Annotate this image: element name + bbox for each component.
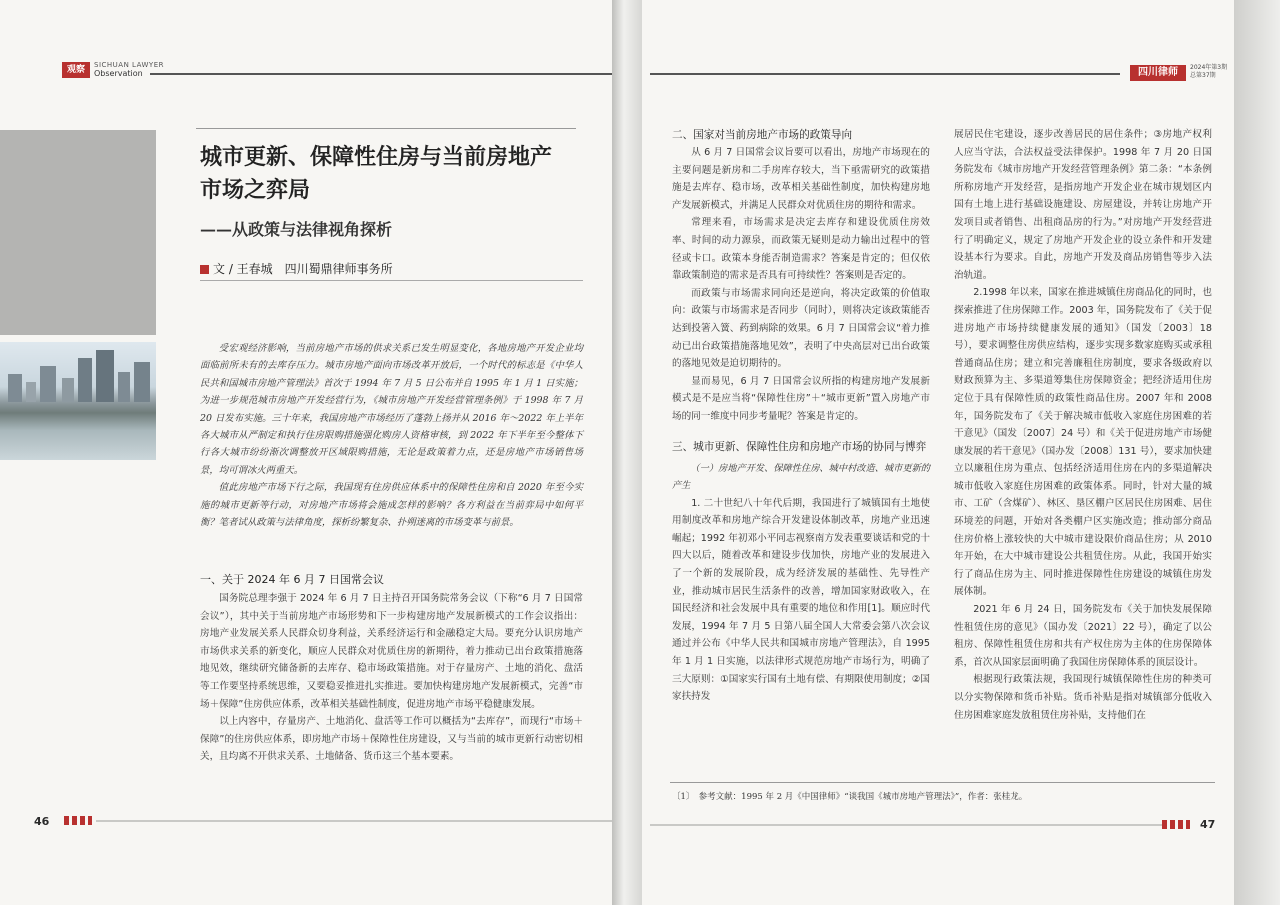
body-paragraph: 从 6 月 7 日国常会议旨要可以看出，房地产市场现在的主要问题是新房和二手房库存较大，当下亟需研究的政策措施是去库存、稳市场，改革相关基础性制度，加快构建房地产发展新模式，并满足人民群众对优质住房的期待和需求。 [672, 147, 930, 211]
body-paragraph: 2021 年 6 月 24 日，国务院发布《关于加快发展保障性租赁住房的意见》（国办发〔2021〕22 号），确定了以公租房、保障性租赁住房和共有产权住房为主体的住房保障体系，首次从国家层面明确了我国住房保障体系的顶层设计。 [954, 604, 1212, 668]
byline-rule [200, 280, 583, 281]
right-column-2 [954, 126, 1212, 724]
page-edge [1234, 0, 1280, 905]
section-en-top: SICHUAN LAWYER [94, 61, 164, 69]
byline-text: 文 / 王春城 四川蜀鼎律师事务所 [213, 262, 393, 276]
section-heading-2: 二、国家对当前房地产市场的政策导向 [672, 129, 853, 141]
article-title [200, 141, 580, 207]
magazine-issue: 2024年第3期 总第37期 [1190, 64, 1228, 79]
section-tag: 观察 [62, 62, 90, 78]
footer-stripe-right [1162, 820, 1190, 829]
byline-square-icon [200, 265, 209, 274]
header-rule [650, 73, 1120, 75]
page-number-right: 47 [1200, 818, 1216, 831]
section-heading-3: 三、城市更新、保障性住房和房地产市场的协同与博弈 [672, 440, 927, 453]
right-column-1 [672, 126, 930, 706]
article-subtitle: ——从政策与法律视角探析 [200, 220, 393, 239]
abstract-paragraph: 值此房地产市场下行之际，我国现有住房供应体系中的保障性住房和自 2020 年至今实施的城市更新等行动，对房地产市场将会施成怎样的影响？各方利益在当前弈局中如何平衡？笔者试从政策与法律角度，探析纷繁复杂、扑朔迷离的市场变革与前景。 [200, 482, 583, 529]
byline [200, 260, 393, 277]
book-gutter [612, 0, 642, 905]
footnote-rule [670, 782, 1215, 783]
body-paragraph: 常理来看，市场需求是决定去库存和建设优质住房效率、时间的动力源泉，而政策无疑则是动力输出过程中的管径或卡口。政策本身能否制造需求？答案是肯定的；但仅依靠政策制造的需求是否具有可持续性？答案则是否定的。 [672, 217, 930, 282]
body-paragraph: 1. 二十世纪八十年代后期，我国进行了城镇国有土地使用制度改革和房地产综合开发建设体制改革，房地产业迅速崛起；1992 年初邓小平同志视察南方发表重要谈话和党的十四大以后，随着改革和建设步伐加快，房地产业的发展进入了一个新的发展阶段，成为经济发展的基础性、先导性产业，推动城市居民生活条件的改善，增加国家财政收入，在国民经济和社会发展中具有重要的地位和作用[1]。顺应时代发展，1994 年 7 月 5 日第八届全国人大常委会第八次会议通过并公布《中华人民共和国城市房地产管理法》，自 1995 年 1 月 1 日实施，以法律形式规范房地产市场行为，明确了三大原则：①国家实行国有土地有偿、有期限使用制度；②国家扶持发 [672, 497, 930, 703]
footer-stripe-left [64, 816, 92, 825]
body-paragraph: 2.1998 年以来，国家在推进城镇住房商品化的同时，也探索推进了住房保障工作。2003 年，国务院发布了《关于促进房地产市场持续健康发展的通知》（国发〔2003〕18 号），要求调整住房供应结构，逐步实现多数家庭购买或承租普通商品住房；建立和完善廉租住房制度，要求各级政府以财政预算为主、多渠道筹集住房保障资金；把经济适用住房定位于具有保障性质的政策性商品住房。2007 年和 2008 年，国务院发布了《关于解决城市低收入家庭住房困难的若干意见》（国发〔2007〕24 号）和《关于促进房地产市场健康发展的若干意见》（国办发〔2008〕131 号），要求加快建立以廉租住房为重点、包括经济适用住房在内的多渠道解决城市低收入家庭住房困难的政策体系。同时，针对大量的城市、工矿（含煤矿）、林区、垦区棚户区居民住房困难、居住环境差的问题，开始对各类棚户区实施改造；推动部分商品住房价格上涨较快的大中城市建设限价商品住房；从 2010 年开始，在大中城市建设公共租赁住房。从此，我国开始实行了商品住房为主、同时推进保障性住房建设的城镇住房发展体制。 [954, 287, 1212, 598]
body-paragraph: 而政策与市场需求同向还是逆向，将决定政策的价值取向：政策与市场需求是否同步（同时），则将决定该政策能否达到投箸入簧、药到病除的效果。6 月 7 日国常会议“着力推动已出台政策措施落地见效”，表明了中央高层对已出台政策的落地见效是迫切期待的。 [672, 287, 930, 370]
section-heading-1: 一、关于 2024 年 6 月 7 日国常会议 [200, 573, 384, 586]
subsection-heading: （一）房地产开发、保障性住房、城中村改造、城市更新的产生 [672, 462, 930, 492]
title-rule [196, 128, 576, 129]
footer-rule-left [96, 820, 612, 822]
body-paragraph: 显而易见，6 月 7 日国常会议所指的构建房地产发展新模式是不是应当将“保障性住房”＋“城市更新”置入房地产市场的同一维度中同步考量呢？答案是肯定的。 [672, 375, 930, 422]
city-skyline-photo [0, 342, 156, 460]
title-line-2: 市场之弈局 [200, 177, 311, 203]
body-paragraph: 根据现行政策法规，我国现行城镇保障性住房的种类可以分实物保障和货币补贴。货币补贴是指对城镇部分低收入住房困难家庭发放租赁住房补贴，支持他们在 [954, 674, 1212, 721]
section-en: Observation [94, 69, 143, 78]
body-paragraph: 国务院总理李强于 2024 年 6 月 7 日主持召开国务院常务会议（下称“6 月 7 日国常会议”），其中关于当前房地产市场形势和下一步构建房地产发展新模式的工作会议指出：房地产业发展关系人民群众切身利益，关系经济运行和金融稳定大局。要充分认识房地产市场供求关系的新变化，顺应人民群众对优质住房的新期待，着力推动已出台政策措施落地见效，继续研究储备新的去库存、稳市场政策措施。对于存量房产、土地的消化、盘活等工作要坚持系统思维，又要稳妥推进扎实推进。要加快构建房地产发展新模式，完善“市场＋保障”住房供应体系，改革相关基础性制度，促进房地产市场平稳健康发展。 [200, 593, 583, 710]
footer-rule-right [650, 824, 1190, 826]
title-line-1: 城市更新、保障性住房与当前房地产 [200, 144, 553, 170]
decorative-gray-block [0, 130, 156, 335]
left-page [0, 0, 612, 905]
left-body [200, 590, 583, 766]
abstract [200, 340, 583, 531]
header-rule [150, 73, 612, 75]
body-paragraph: 展居民住宅建设，逐步改善居民的居住条件；③房地产权利人应当守法，合法权益受法律保护。1998 年 7 月 20 日国务院发布《城市房地产开发经营管理条例》第二条：“本条例所称房地产开发经营，是指房地产开发企业在城市规划区内国有土地上进行基础设施建设、房屋建设，并转让房地产开发项目或者销售、出租商品房的行为。”对房地产开发经营进行了明确定义，规定了房地产开发企业的设立条件和开发建设基本行为要求。自此，房地产开发及商品房销售等步入法治轨道。 [954, 129, 1212, 281]
page-number-left: 46 [34, 815, 50, 828]
footnote: 〔1〕 参考文献：1995 年 2 月《中国律师》“谈我国《城市房地产管理法》”，作者：张桂龙。 [672, 792, 1028, 802]
abstract-paragraph: 受宏观经济影响，当前房地产市场的供求关系已发生明显变化，各地房地产开发企业均面临前所未有的去库存压力。城市房地产面向市场改革开放后，一个时代的标志是《中华人民共和国城市房地产管理法》首次于 1994 年 7 月 5 日公布并自 1995 年 1 月 1 日实施；为进一步规范城市房地产开发经营行为，《城市房地产开发经营管理条例》于 1998 年 7 月 20 日发布实施。三十年来，我国房地产市场经历了蓬勃上扬并从 2016 年～2022 年上半年各大城市从严制定和执行住房限购措施强化购房人资格审核，到 2022 年下半年至今整体下行各大城市纷纷渐次调整放开区域限购措施，无论是政策着力点，还是房地产市场销售场景，均可谓冰火两重天。 [200, 343, 583, 476]
magazine-logo: 四川律师 [1130, 65, 1186, 81]
body-paragraph: 以上内容中，存量房产、土地消化、盘活等工作可以概括为“去库存”，而现行“市场＋保障”的住房供应体系，即房地产市场＋保障性住房建设，又与当前的城市更新行动密切相关，且均离不开供求关系、土地储备、货币这三个基本要素。 [200, 716, 583, 763]
